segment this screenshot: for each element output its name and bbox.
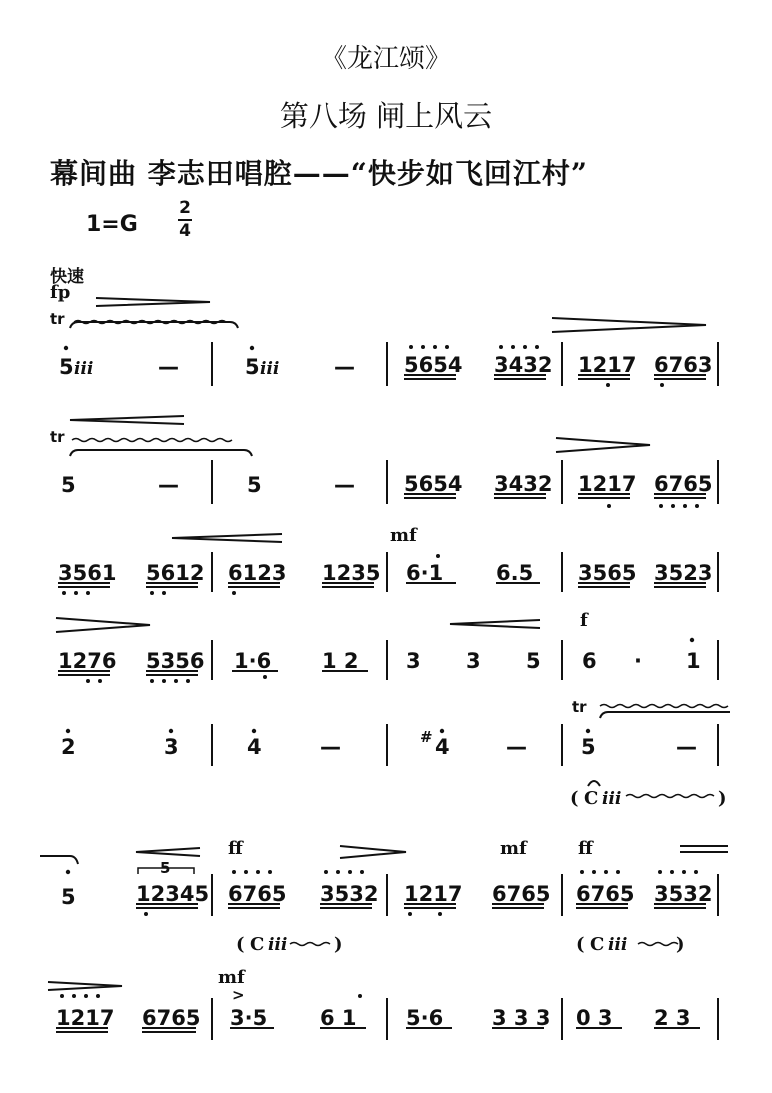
note: 4 [435,735,450,759]
tremolo-wave [638,943,678,946]
note: 5 [245,355,260,379]
tremolo-mark: ⅲ [268,935,288,955]
note-group: 12345 [136,882,210,906]
note-group: 3432 [494,472,553,496]
trill-line [600,705,728,708]
note-group: 1276 [58,649,117,673]
note-group: 3565 [578,561,637,585]
trill-mark: tr [572,698,587,716]
note-dash: — [334,473,355,497]
dynamic-fp: fp [50,282,71,303]
decrescendo-hairpin [556,438,650,452]
bracket-open: ( [236,934,245,955]
note-group: 6123 [228,561,287,585]
note: 3 [466,649,481,673]
note-group: 6·1 [406,561,444,585]
tremolo-mark: ⅲ [608,935,628,955]
crescendo-hairpin [450,620,540,628]
trill-line [72,439,232,442]
tremolo-mark: ⅲ [602,789,622,809]
tempo-marking: 快速 [50,267,84,287]
accent-mark: > [232,986,245,1004]
slur [600,712,730,718]
crescendo-hairpin [136,848,200,856]
trill-mark: tr [50,310,65,328]
crescendo-hairpin [172,534,282,542]
dynamic-mf: mf [500,838,527,859]
augmentation-dot: · [634,649,642,673]
note: 3 [164,735,179,759]
bracket-letter-c: C [590,934,605,955]
decrescendo-hairpin [340,846,406,858]
note-group: 5612 [146,561,205,585]
note: 1 [686,649,701,673]
note-group: 1217 [578,353,637,377]
slur [70,450,252,456]
note-group: 6.5 [496,561,534,585]
bracket-open: ( [576,934,585,955]
decrescendo-hairpin [48,982,122,990]
note-group: 3532 [320,882,379,906]
sharp-sign: # [420,728,433,746]
score-lines [40,298,730,1040]
bracket-close: ) [334,934,343,955]
note: 4 [247,735,262,759]
note-group: 3·5 [230,1006,268,1030]
scene-title: 第八场 闸上风云 [279,99,493,133]
trill-mark: tr [50,428,65,446]
note-group: 6763 [654,353,713,377]
note-group: 6765 [492,882,551,906]
note-group: 5654 [404,353,463,377]
note-group: 5356 [146,649,205,673]
note-group: 3 3 3 [492,1006,551,1030]
dynamic-mf: mf [218,967,245,988]
note-group: 5654 [404,472,463,496]
note-group: 1235 [322,561,381,585]
note-group: 3561 [58,561,117,585]
note-dash: — [506,735,527,759]
opera-title: 《龙江颂》 [320,44,451,74]
note-dash: — [320,735,341,759]
key-signature: 1=G [86,212,138,237]
note-group: 1·6 [234,649,272,673]
slur-continuation [40,856,78,864]
piece-title: 幕间曲 李志田唱腔——“快步如飞回江村” [50,157,588,190]
bracket-close: ) [676,934,685,955]
dynamic-ff: ff [228,838,243,859]
note-dash: — [676,735,697,759]
bracket-letter-c: C [250,934,265,955]
note-group: 6765 [654,472,713,496]
note: 2 [61,735,76,759]
bracket-close: ) [718,788,727,809]
note-dash: — [158,355,179,379]
note: 3 [406,649,421,673]
note-group: 1217 [404,882,463,906]
note-dash: — [158,473,179,497]
note: 5 [61,473,76,497]
note-group: 3532 [654,882,713,906]
note: 5 [59,355,74,379]
note-group: 0 3 [576,1006,613,1030]
dynamic-mf: mf [390,525,417,546]
note-group: 6765 [142,1006,201,1030]
tuplet-number: 5 [160,859,171,877]
note: 6 [582,649,597,673]
note-group: 2 3 [654,1006,691,1030]
note-group: 6 1 [320,1006,357,1030]
tremolo-mark: ⅲ [260,359,280,379]
crescendo-hairpin [70,416,184,424]
note-group: 5·6 [406,1006,444,1030]
tremolo-wave [626,795,714,798]
decrescendo-hairpin [552,318,706,332]
note-group: 6765 [576,882,635,906]
time-signature-top: 2 [179,198,191,218]
crescendo-hairpin [96,298,210,306]
note: 5 [247,473,262,497]
fermata-arc [588,781,600,786]
tremolo-wave [290,943,330,946]
note-group: 1 2 [322,649,359,673]
note-group: 3432 [494,353,553,377]
dynamic-ff: ff [578,838,593,859]
note: 5 [581,735,596,759]
bracket-letter-c: C [584,788,599,809]
note-group: 1217 [578,472,637,496]
note-group: 6765 [228,882,287,906]
note: 5 [526,649,541,673]
decrescendo-hairpin [56,618,150,632]
time-signature-bottom: 4 [179,221,191,241]
bracket-open: ( [570,788,579,809]
dynamic-f: f [580,610,588,631]
note: 5 [61,885,76,909]
note-dash: — [334,355,355,379]
note-group: 3523 [654,561,713,585]
note-group: 1217 [56,1006,115,1030]
tremolo-mark: ⅲ [74,359,94,379]
